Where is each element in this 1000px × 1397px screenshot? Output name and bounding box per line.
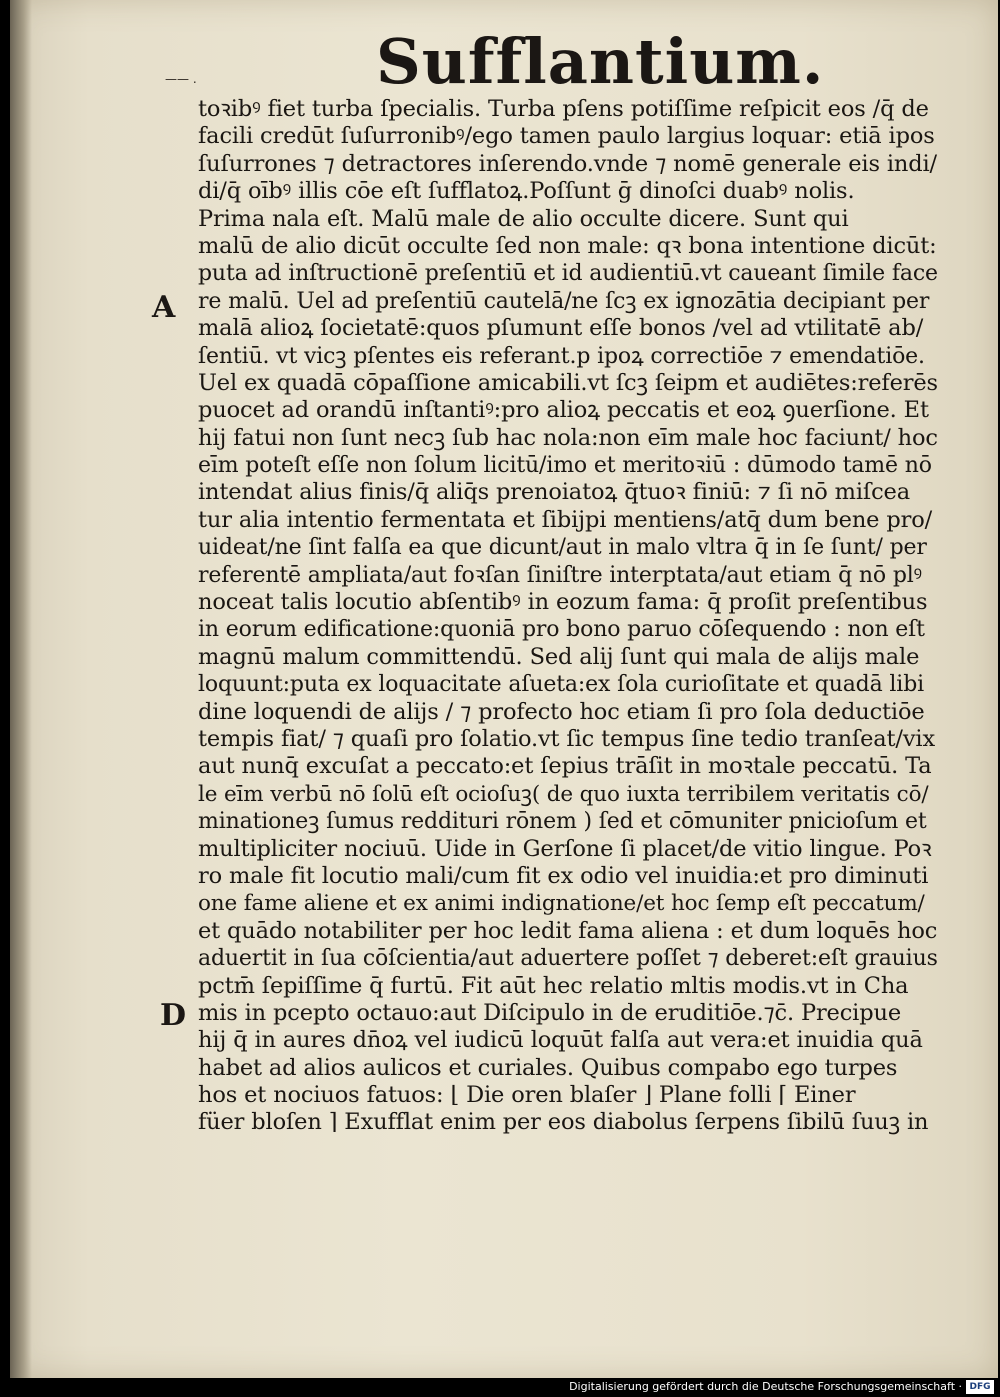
text-line: one fame aliene et ex animi indignatione/et hoc ſemp eſt peccatum/ [198, 891, 925, 917]
text-line: noceat talis locutio abſentibꝰ in eozum fama: q̄ proſit preſentibus [198, 589, 928, 616]
text-line: habet ad alios aulicos et curiales. Quibus compabo ego turpes [198, 1054, 898, 1081]
text-line: puta ad inſtructionē preſentiū et id audientiū.vt caueant ſimile face [198, 261, 938, 287]
page-gutter-shadow [10, 0, 32, 1378]
text-line: hij q̄ in aures dn̄oꝝ vel iudicū loquūt̄ falſa aut vera:et inuidia quā [198, 1027, 923, 1054]
page-header-title: Sufflantium. [376, 25, 825, 98]
text-line: multipliciter nociuū. Uide in Gerſone ſi placet/de vitio lingue. Poꝛ [198, 835, 932, 862]
text-line: tempis fiat/ ⁊ quaſi pro ſolatio.vt ſic tempus ſine tedio tranſeat/vix [198, 725, 935, 752]
body-text [198, 96, 938, 1137]
text-line: le eīm verbū nō ſolū eſt ocioſuꝫ( de quo iuxta terribilem veritatis cō/ [198, 781, 929, 807]
text-line: tur alia intentio fermentata et ſibijpi mentiens/atq̄ dum bene pro/ [198, 506, 933, 533]
text-line: intendat̄ alius finis/q̄ aliq̄s prenoiatoꝝ q̄tuoꝛ finiū: ⁊ ſi nō miſcea [198, 479, 910, 506]
text-line: dine loquendi de alijs / ⁊ profecto hoc etiam ſi pro ſola deductiōe [198, 698, 925, 725]
text-line: magnū malum committendū. Sed alij ſunt qui mala de alijs male [198, 643, 920, 670]
text-line: minationeꝫ ſumus reddituri rōnem ) ſed et cōmuniter pnicioſum et [198, 809, 927, 835]
marginal-letter-d: D [160, 998, 187, 1033]
text-line: ſentiū. vt vicꝫ pſentes eis referant.p ipoꝝ correctiōe ⁊ emendatiōe. [198, 343, 925, 369]
text-line: facili credūt ſuſurronibꝰ/ego tamen paulo largius loquar: etiā ipos [198, 123, 935, 150]
text-line: Uel ex quadā cōpaſſione amicabili.vt ſcꝫ ſeipm et audiētes:referēs [198, 369, 938, 396]
marginal-letter-a: A [152, 290, 176, 325]
text-line: loquunt̄:puta ex loquacitate aſueta:ex ſola curioſitate et quadā libi [198, 672, 925, 698]
text-line: aut nunq̄ excuſat̄ a peccato:et ſepius trāſit in moꝛtale peccatū. Ta [198, 753, 932, 780]
text-line: in eorum edificatione:quoniā pro bono paruo cōſequendo : non eſt [198, 617, 925, 643]
text-line: uideat̄/ne ſint falſa ea que dicunt̄/aut in malo vltra q̄ in ſe ſunt/ per [198, 535, 927, 561]
footer-credit: Digitalisierung gefördert durch die Deutsche Forschungsgemeinschaft · [569, 1380, 962, 1393]
text-line: ſuſurrones ⁊ detractores inſerendo.vnde ⁊ nomē generale eis indi/ [198, 150, 937, 177]
text-line: mis in pcepto octauo:aut Diſcipulo in de eruditiōe.⁊c̄. Precipue [198, 999, 901, 1026]
text-line: aduertit in ſua cōſcientia/aut aduertere poſſet ⁊ deberet:eſt grauius [198, 946, 938, 972]
text-line: re malū. Uel ad preſentiū cautelā/ne ſcꝫ ex ignozātia decipiant̄ per [198, 288, 930, 314]
text-line: ro male fit locutio mali/cum fit ex odio vel inuidia:et pro diminuti [198, 862, 929, 889]
header-ornament: —— . [165, 72, 197, 86]
text-line: hos et nociuos fatuos: ⌊ Die oren blaſer ⌋ Plane folli ⌈ Einer [198, 1082, 856, 1109]
text-line: toꝛibꝰ fiet turba ſpecialis. Turba pſens potiſſime reſpicit eos /q̄ de [198, 96, 929, 122]
text-line: Prima nala eſt. Malū male de alio occulte dicere. Sunt qui [198, 205, 849, 232]
text-line: eīm poteſt eſſe non ſolum licitū/imo et meritoꝛiū : dūmodo tamē nō [198, 453, 932, 479]
text-line: malū de alio dicūt occulte ſed non male: qꝛ bona intentione dicūt: [198, 232, 937, 259]
text-line: füer bloſen ⌉ Exufflat enim per eos diabolus ſerpens ſibilū ſuuꝫ in [198, 1109, 929, 1136]
text-line: di/q̄ oībꝰ illis cōe eſt ſufflatoꝝ.Poſſunt ḡ dinoſci duabꝰ nolis. [198, 178, 855, 205]
text-line: et quādo notabiliter per hoc ledit̄ fama aliena : et dum loquēs hoc [198, 917, 938, 944]
text-line: puocet ad orandū inſtantiꝰ:pro alioꝝ peccatis et eoꝝ ꝯuerſione. Et [198, 397, 929, 424]
dfg-logo-icon: DFG [966, 1380, 994, 1394]
text-line: malā alioꝝ ſocietatē:quos pſumunt eſſe bonos /vel ad vtilitatē ab/ [198, 315, 924, 342]
text-line: referentē ampliata/aut foꝛſan ſiniſtre interptata/aut etiam q̄ nō plꝰ [198, 562, 922, 588]
text-line: pctm̄ ſepiſſime q̄ furtū. Fit aūt hec relatio mltis modis.vt in Cha [198, 972, 909, 999]
text-line: hij fatui non ſunt necꝫ ſub hac nola:non eīm male hoc faciunt/ hoc [198, 424, 938, 451]
footer-bar [0, 1378, 1000, 1397]
